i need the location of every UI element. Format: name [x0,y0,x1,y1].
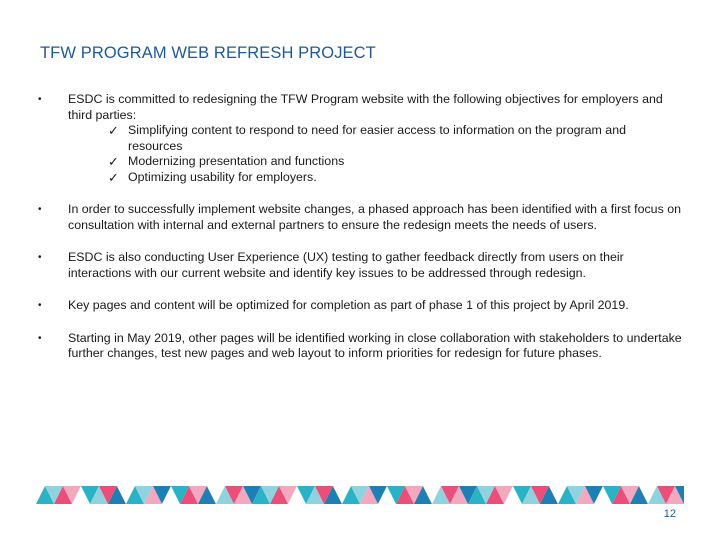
bullet-text: ESDC is also conducting User Experience (UX) testing to gather feedback directly from users on their interactions with our current website and identify key issues to be addressed through redesign. [68,250,624,280]
checkmark-icon: ✓ [108,154,119,169]
bullet-item [40,298,682,314]
objective-text: Simplifying content to respond to need for easier access to information on the program and resources [128,123,626,153]
bullet-text: Key pages and content will be optimized for completion as part of phase 1 of this project by April 2019. [68,298,629,312]
objectives-list [68,123,682,185]
bullet-item [40,92,682,185]
bullet-item [40,202,682,233]
bullet-text: In order to successfully implement website changes, a phased approach has been identified with a first focus on consultation with internal and external partners to ensure the redesign meets the needs of users. [68,202,681,232]
bullet-item [40,331,682,362]
checkmark-icon: ✓ [108,123,119,138]
checkmark-icon: ✓ [108,169,119,185]
bullet-item [40,250,682,281]
bullet-icon: • [38,94,42,105]
page-number: 12 [663,508,676,520]
bullet-icon: • [38,204,42,215]
objective-item [100,154,682,170]
bullet-text: Starting in May 2019, other pages will be identified working in close collaboration with stakeholders to undertake further changes, test new pages and web layout to inform priorities for redesign for future phases. [68,330,682,360]
objective-text: Optimizing usability for employers. [128,169,317,184]
objective-item [100,123,682,154]
slide-title: TFW PROGRAM WEB REFRESH PROJECT [40,44,376,62]
decorative-triangle-band [36,486,684,504]
bullet-icon: • [38,332,42,344]
objective-item [100,170,682,186]
bullet-icon: • [38,252,42,263]
slide-body [40,92,682,379]
bullet-text: ESDC is committed to redesigning the TFW Program website with the following objectives for employers and third parties: [68,92,663,122]
objective-text: Modernizing presentation and functions [128,154,345,168]
bullet-icon: • [38,300,42,311]
